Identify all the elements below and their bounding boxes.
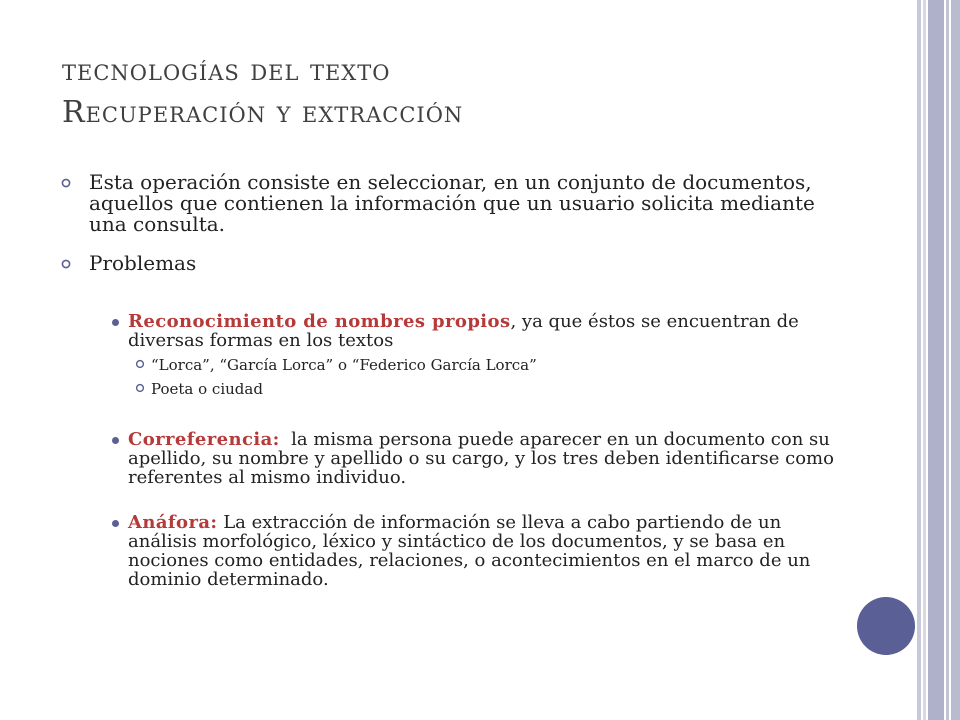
ring-bullet-icon bbox=[135, 383, 145, 393]
ring-bullet-icon bbox=[61, 178, 71, 188]
side-bar bbox=[946, 0, 949, 720]
sub-sub-bullet-item bbox=[62, 380, 842, 398]
highlight-term: Anáfora: bbox=[128, 512, 218, 533]
dot-bullet-icon bbox=[112, 520, 119, 527]
sub-bullet-item bbox=[62, 513, 842, 589]
sub-sub-bullet-text: Poeta o ciudad bbox=[151, 380, 263, 398]
side-bar bbox=[951, 0, 960, 720]
slide-body bbox=[62, 172, 842, 589]
dot-bullet-icon bbox=[112, 437, 119, 444]
dot-bullet-icon bbox=[112, 319, 119, 326]
sub-bullet-text: la misma persona puede aparecer en un documento con su apellido, su nombre y apellido o su cargo, y los tres deben identificarse como referentes al mismo individuo. bbox=[128, 429, 840, 488]
ring-bullet-icon bbox=[135, 359, 145, 369]
ring-bullet-icon bbox=[61, 259, 71, 269]
decorative-side-bars bbox=[917, 0, 960, 720]
side-bar bbox=[923, 0, 926, 720]
bullet-text: Esta operación consiste en seleccionar, en un conjunto de documentos, aquellos que contienen la información que un usuario solicita mediante una consulta. bbox=[89, 170, 815, 236]
sub-bullet-text: La extracción de información se lleva a cabo partiendo de un análisis morfológico, léxico y sintáctico de los documentos, y se basa en nociones como entidades, relaciones, o acontecimientos en el marco de un dominio determinado. bbox=[128, 512, 811, 590]
bullet-text: Problemas bbox=[89, 251, 197, 275]
sub-bullet-text: , ya que éstos se encuentran de diversas formas en los textos bbox=[128, 311, 799, 351]
highlight-term: Correferencia: bbox=[128, 429, 280, 450]
sub-bullet-item bbox=[62, 312, 842, 350]
slide-title bbox=[62, 50, 882, 134]
sub-sub-bullet-item bbox=[62, 356, 842, 374]
sub-sub-bullet-text: “Lorca”, “García Lorca” o “Federico García Lorca” bbox=[151, 356, 537, 374]
sub-bullet-item bbox=[62, 430, 842, 487]
title-line-1: tecnologías del texto bbox=[62, 53, 391, 88]
side-bar bbox=[928, 0, 944, 720]
bullet-item bbox=[62, 172, 842, 235]
title-line-2: Recuperación y extracción bbox=[62, 95, 464, 130]
side-bar bbox=[917, 0, 921, 720]
highlight-term: Reconocimiento de nombres propios bbox=[128, 311, 511, 332]
decorative-circle bbox=[857, 597, 915, 655]
bullet-item bbox=[62, 253, 842, 274]
